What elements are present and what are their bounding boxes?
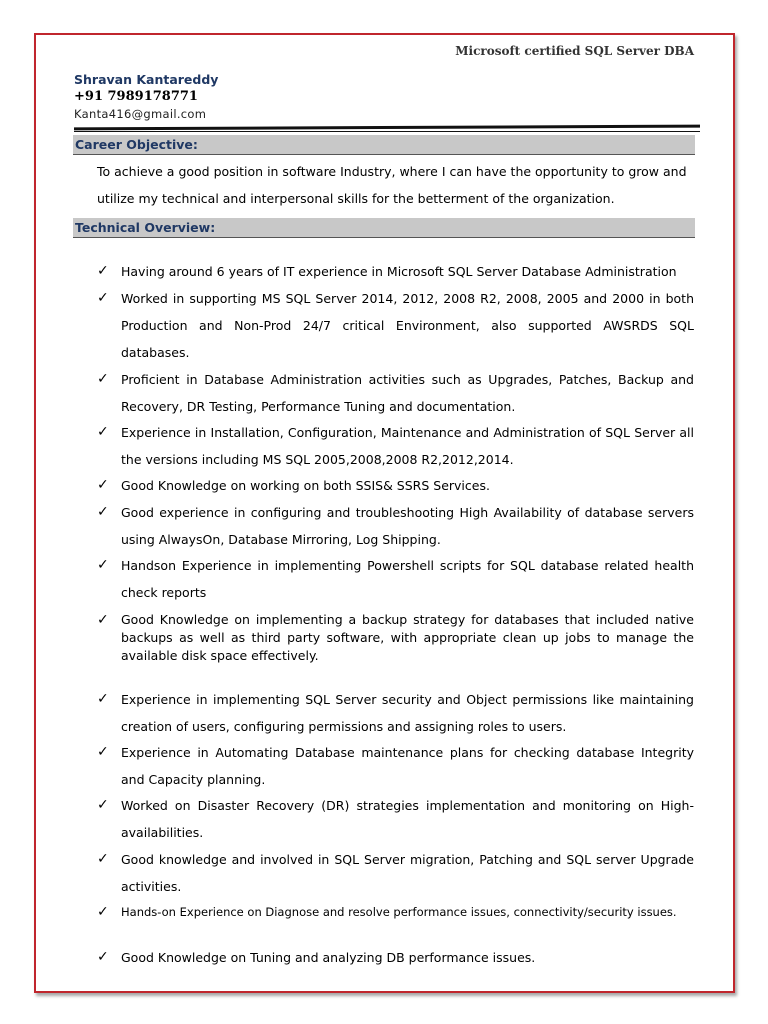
career-objective-heading-bar [73,135,695,155]
checkmark-icon: ✓ [97,949,109,965]
list-item-text: Having around 6 years of IT experience in Microsoft SQL Server Database Administration [121,264,677,279]
list-item [97,739,694,793]
list-item-text: Experience in implementing SQL Server security and Object permissions like maintaining creation of users, configuring permissions and assigning roles to users. [121,692,694,734]
header-title: Microsoft certified SQL Server DBA [455,44,694,58]
list-item [97,258,694,285]
technical-overview-heading: Technical Overview: [75,220,216,235]
checkmark-icon: ✓ [97,797,109,813]
header-divider-thin [74,131,700,132]
list-item-text: Good knowledge and involved in SQL Server migration, Patching and SQL server Upgrade activities. [121,852,694,894]
list-item [97,944,694,971]
checkmark-icon: ✓ [97,263,109,279]
list-item [97,499,694,553]
list-item-text: Hands-on Experience on Diagnose and resolve performance issues, connectivity/security issues. [121,905,677,919]
list-item-text: Worked on Disaster Recovery (DR) strategies implementation and monitoring on High-availabilities. [121,798,694,840]
checkmark-icon: ✓ [97,744,109,760]
list-item [97,611,694,665]
list-item [97,686,694,740]
list-item-text: Good Knowledge on implementing a backup strategy for databases that included native backups as well as third party software, with appropriate clean up jobs to manage the available disk space effectively. [121,612,694,663]
list-item [97,846,694,900]
email-address: Kanta416@gmail.com [74,107,207,121]
list-item-text: Experience in Installation, Configuration, Maintenance and Administration of SQL Server all the versions including MS SQL 2005,2008,2008 R2,2012,2014. [121,425,694,467]
list-item [97,366,694,420]
checkmark-icon: ✓ [97,424,109,440]
list-item [97,899,694,926]
checkmark-icon: ✓ [97,477,109,493]
list-item [97,552,694,606]
list-item-text: Good Knowledge on working on both SSIS& SSRS Services. [121,478,490,493]
technical-overview-heading-bar [73,218,695,238]
list-item [97,792,694,846]
list-item-text: Handson Experience in implementing Powershell scripts for SQL database related health check reports [121,558,694,600]
list-item [97,285,694,366]
list-item-text: Good Knowledge on Tuning and analyzing DB performance issues. [121,950,536,965]
checkmark-icon: ✓ [97,371,109,387]
checkmark-icon: ✓ [97,691,109,707]
list-item-text: Experience in Automating Database maintenance plans for checking database Integrity and Capacity planning. [121,745,694,787]
phone-number: +91 7989178771 [74,89,198,104]
list-item [97,419,694,473]
candidate-name: Shravan Kantareddy [74,72,219,87]
checkmark-icon: ✓ [97,504,109,520]
list-item-text: Good experience in configuring and troubleshooting High Availability of database servers using AlwaysOn, Database Mirroring, Log Shipping. [121,505,694,547]
checkmark-icon: ✓ [97,851,109,867]
checkmark-icon: ✓ [97,904,109,920]
list-item [97,472,694,499]
checkmark-icon: ✓ [97,290,109,306]
checkmark-icon: ✓ [97,557,109,573]
career-objective-text: To achieve a good position in software Industry, where I can have the opportunity to grow and utilize my technical and interpersonal skills for the betterment of the organization. [97,164,687,206]
list-item-text: Proficient in Database Administration activities such as Upgrades, Patches, Backup and Recovery, DR Testing, Performance Tuning and documentation. [121,372,694,414]
checkmark-icon: ✓ [97,612,109,628]
career-objective-heading: Career Objective: [75,137,198,152]
list-item-text: Worked in supporting MS SQL Server 2014, 2012, 2008 R2, 2008, 2005 and 2000 in both Production and Non-Prod 24/7 critical Environment, also supported AWSRDS SQL databases. [121,291,694,360]
